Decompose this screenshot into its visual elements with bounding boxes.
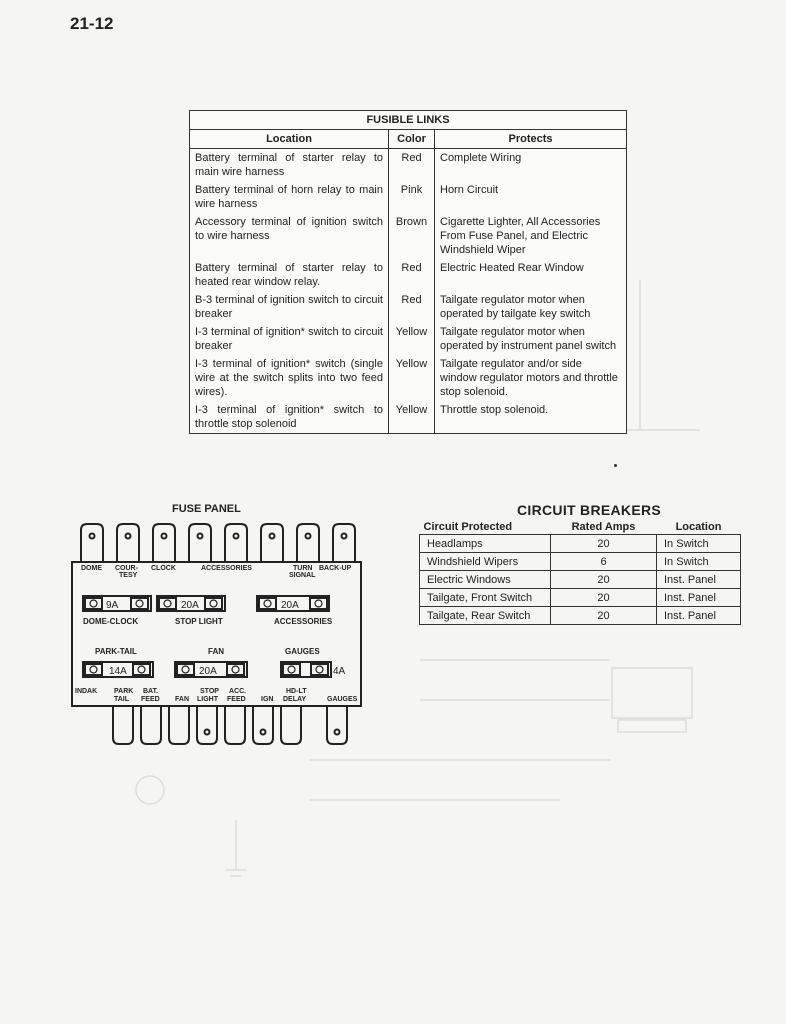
table-row <box>190 213 627 259</box>
table-row <box>420 553 741 571</box>
cell-protects: Tailgate regulator and/or side window regulator motors and throttle stop solenoid. <box>435 355 627 401</box>
table-row <box>190 355 627 401</box>
fuse-14a: 14A <box>109 666 127 677</box>
label-courtesy-2: TESY <box>119 572 138 579</box>
table-row <box>190 401 627 434</box>
label-stop: STOP <box>200 688 219 695</box>
label-gauges-bottom: GAUGES <box>327 696 358 703</box>
top-terminals <box>81 524 355 562</box>
label-delay: DELAY <box>283 696 307 703</box>
fuse-panel-diagram <box>71 512 363 752</box>
cell-circuit: Headlamps <box>420 535 551 553</box>
header-location: Location <box>657 520 741 535</box>
label-signal: SIGNAL <box>289 572 316 579</box>
table-row <box>190 291 627 323</box>
header-fan: FAN <box>208 647 224 656</box>
cell-location: Battery terminal of horn relay to main wire harness <box>190 181 389 213</box>
label-indak: INDAK <box>75 688 98 695</box>
cell-color: Brown <box>389 213 435 259</box>
cell-color: Red <box>389 259 435 291</box>
cell-color: Red <box>389 291 435 323</box>
circuit-breakers-table <box>419 520 741 625</box>
fuse-9a: 9A <box>106 600 119 611</box>
cell-location: Inst. Panel <box>657 607 741 625</box>
table-row <box>420 607 741 625</box>
cell-location: Accessory terminal of ignition switch to wire harness <box>190 213 389 259</box>
table-row <box>420 571 741 589</box>
label-fan-bottom: FAN <box>175 696 189 703</box>
cell-circuit: Electric Windows <box>420 571 551 589</box>
label-feed: FEED <box>141 696 160 703</box>
cell-location: In Switch <box>657 553 741 571</box>
label-acc-feed: FEED <box>227 696 246 703</box>
cell-circuit: Windshield Wipers <box>420 553 551 571</box>
cell-location: I-3 terminal of ignition* switch to throttle stop solenoid <box>190 401 389 434</box>
header-protects: Protects <box>435 130 627 149</box>
bottom-terminals <box>113 706 347 744</box>
page-number: 21-12 <box>70 14 114 33</box>
cell-color: Yellow <box>389 401 435 434</box>
caption-dome-clock: DOME-CLOCK <box>83 617 139 626</box>
label-hd-lt: HD-LT <box>286 688 307 695</box>
header-gauges: GAUGES <box>285 647 320 656</box>
label-ign: IGN <box>261 696 274 703</box>
circuit-breakers-title: CIRCUIT BREAKERS <box>517 502 662 518</box>
cell-location: In Switch <box>657 535 741 553</box>
cell-color: Red <box>389 149 435 182</box>
cell-protects: Cigarette Lighter, All Accessories From Fuse Panel, and Electric Windshield Wiper <box>435 213 627 259</box>
fuse-20a-fan: 20A <box>199 666 217 677</box>
header-location: Location <box>190 130 389 149</box>
cell-protects: Horn Circuit <box>435 181 627 213</box>
cell-protects: Tailgate regulator motor when operated by instrument panel switch <box>435 323 627 355</box>
fuse-panel-title: FUSE PANEL <box>172 503 241 515</box>
ink-dot <box>614 464 617 467</box>
label-accessories-top: ACCESSORIES <box>201 565 252 572</box>
cell-amps: 20 <box>551 607 657 625</box>
label-courtesy-1: COUR- <box>115 565 138 572</box>
label-dome: DOME <box>81 565 102 572</box>
label-back-up: BACK-UP <box>319 565 352 572</box>
fuse-panel-body <box>72 562 361 706</box>
cell-protects: Tailgate regulator motor when operated by tailgate key switch <box>435 291 627 323</box>
fuse-4a: 4A <box>333 666 346 677</box>
header-color: Color <box>389 130 435 149</box>
fusible-links-title: FUSIBLE LINKS <box>190 111 627 130</box>
caption-accessories: ACCESSORIES <box>274 617 333 626</box>
cell-location: Battery terminal of starter relay to heated rear window relay. <box>190 259 389 291</box>
cell-color: Yellow <box>389 323 435 355</box>
table-row <box>190 323 627 355</box>
table-row <box>190 149 627 182</box>
label-park: PARK <box>114 688 134 695</box>
cell-color: Pink <box>389 181 435 213</box>
label-light: LIGHT <box>197 696 218 703</box>
cell-amps: 20 <box>551 571 657 589</box>
cell-location: Battery terminal of starter relay to main wire harness <box>190 149 389 182</box>
header-circuit: Circuit Protected <box>420 520 551 535</box>
cell-protects: Electric Heated Rear Window <box>435 259 627 291</box>
cell-location: I-3 terminal of ignition* switch to circuit breaker <box>190 323 389 355</box>
cell-location: B-3 terminal of ignition switch to circuit breaker <box>190 291 389 323</box>
cell-amps: 6 <box>551 553 657 571</box>
cell-circuit: Tailgate, Front Switch <box>420 589 551 607</box>
cell-amps: 20 <box>551 535 657 553</box>
header-rated-amps: Rated Amps <box>551 520 657 535</box>
cell-protects: Complete Wiring <box>435 149 627 182</box>
cell-protects: Throttle stop solenoid. <box>435 401 627 434</box>
cell-location: Inst. Panel <box>657 589 741 607</box>
table-row <box>190 259 627 291</box>
cell-location: Inst. Panel <box>657 571 741 589</box>
header-park-tail: PARK-TAIL <box>95 647 137 656</box>
fusible-links-table <box>189 110 627 434</box>
label-tail: TAIL <box>114 696 130 703</box>
label-clock: CLOCK <box>151 565 176 572</box>
cell-location: I-3 terminal of ignition* switch (single wire at the switch splits into two feed wires). <box>190 355 389 401</box>
label-acc: ACC. <box>229 688 247 695</box>
table-row <box>420 535 741 553</box>
fuse-20a-accessories: 20A <box>281 600 299 611</box>
table-row <box>420 589 741 607</box>
cell-amps: 20 <box>551 589 657 607</box>
label-bat: BAT. <box>143 688 159 695</box>
label-turn: TURN <box>293 565 313 572</box>
table-row <box>190 181 627 213</box>
fuse-20a-stop-light: 20A <box>181 600 199 611</box>
caption-stop-light: STOP LIGHT <box>175 617 223 626</box>
cell-circuit: Tailgate, Rear Switch <box>420 607 551 625</box>
cell-color: Yellow <box>389 355 435 401</box>
